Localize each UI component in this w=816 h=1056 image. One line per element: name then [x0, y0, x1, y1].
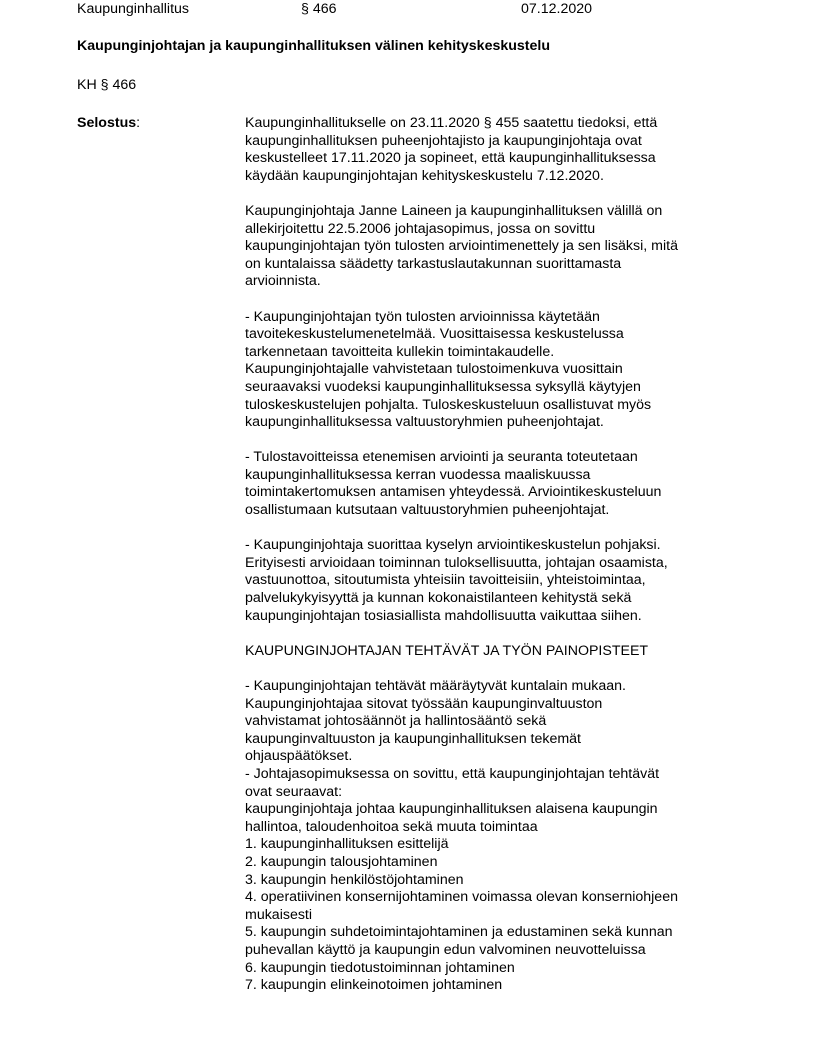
paragraph-gap: [245, 625, 785, 643]
body-text-line: tuloskeskustelujen pohjalta. Tuloskeskusteluun osallistuvat myös: [245, 396, 652, 413]
body-text-line: keskustelleet 17.11.2020 ja sopineet, että kaupunginhallituksessa: [245, 150, 656, 167]
body-text-line: palvelukykyisyyttä ja kunnan kokonaistilanteen kehitystä sekä: [245, 590, 632, 607]
body-text-line: Kaupunginjohtajalle vahvistetaan tulostoimenkuva vuosittain: [245, 361, 623, 378]
body-text-line: ohjauspäätökset.: [245, 748, 353, 765]
body-text-line: Erityisesti arvioidaan toiminnan tuloksellisuutta, johtajan osaamista,: [245, 554, 668, 571]
header-date: 07.12.2020: [521, 1, 593, 17]
selostus-body: [245, 115, 785, 995]
paragraph-gap: [245, 432, 785, 450]
body-text-line: KAUPUNGINJOHTAJAN TEHTÄVÄT JA TYÖN PAINOPISTEET: [245, 642, 649, 659]
body-text-line: on kuntalaissa säädetty tarkastuslautakunnan suorittamasta: [245, 255, 622, 272]
paragraph-gap: [245, 520, 785, 538]
body-text-line: arvioinnista.: [245, 273, 321, 290]
body-text-line: toimintakertomuksen antamisen yhteydessä. Arviointikeskusteluun: [245, 484, 662, 501]
body-text-line: tavoitekeskustelumenetelmää. Vuosittaisessa keskustelussa: [245, 326, 624, 343]
body-text-line: kaupunginjohtajan työn tulosten arviointimenettely ja sen lisäksi, mitä: [245, 238, 678, 255]
body-text-line: - Kaupunginjohtajan työn tulosten arvioinnissa käytetään: [245, 308, 600, 325]
body-text-line: 7. kaupungin elinkeinotoimen johtaminen: [245, 977, 503, 994]
body-text-line: kaupunginhallituksen puheenjohtajisto ja kaupunginjohtaja ovat: [245, 132, 642, 149]
body-text-line: - Kaupunginjohtaja suorittaa kyselyn arviointikeskustelun pohjaksi.: [245, 537, 661, 554]
body-text-line: kaupunginhallituksessa valtuustoryhmien puheenjohtajat.: [245, 414, 604, 431]
body-text-line: osallistumaan kutsutaan valtuustoryhmien puheenjohtajat.: [245, 502, 610, 519]
selostus-label-colon: :: [136, 115, 141, 131]
body-text-line: - Johtajasopimuksessa on sovittu, että kaupunginjohtajan tehtävät: [245, 765, 660, 782]
body-text-line: vastuunottoa, sitoutumista yhteisiin tavoitteisiin, yhteistoimintaa,: [245, 572, 646, 589]
body-text-line: 6. kaupungin tiedotustoiminnan johtaminen: [245, 959, 515, 976]
header-organization: Kaupunginhallitus: [77, 1, 190, 17]
body-text-line: vahvistamat johtosäännöt ja hallintosääntö sekä: [245, 713, 547, 730]
body-text-line: kaupunginvaltuuston ja kaupunginhallituksen tekemät: [245, 730, 582, 747]
selostus-label: [77, 115, 140, 131]
body-text-line: Kaupunginhallitukselle on 23.11.2020 § 455 saatettu tiedoksi, että: [245, 115, 658, 131]
body-text-line: 4. operatiivinen konsernijohtaminen voimassa olevan konserniohjeen: [245, 889, 678, 906]
body-text-line: Kaupunginjohtajaa sitovat työssään kaupunginvaltuuston: [245, 695, 603, 712]
selostus-label-text: Selostus: [77, 115, 137, 131]
body-text-line: 3. kaupungin henkilöstöjohtaminen: [245, 871, 464, 888]
body-text-line: kaupunginjohtaja johtaa kaupunginhallituksen alaisena kaupungin: [245, 801, 658, 818]
body-text-line: kaupunginhallituksessa kerran vuodessa maaliskuussa: [245, 466, 591, 483]
document-title: Kaupunginjohtajan ja kaupunginhallituksen välinen kehityskeskustelu: [77, 38, 551, 54]
body-text-line: - Tulostavoitteissa etenemisen arviointi ja seuranta toteutetaan: [245, 449, 638, 466]
body-text-line: allekirjoitettu 22.5.2006 johtajasopimus, jossa on sovittu: [245, 220, 596, 237]
body-text-line: käydään kaupunginjohtajan kehityskeskustelu 7.12.2020.: [245, 167, 604, 184]
body-text-line: - Kaupunginjohtajan tehtävät määräytyvät kuntalain mukaan.: [245, 678, 626, 694]
paragraph-gap: [245, 660, 785, 678]
body-text-line: puhevallan käyttö ja kaupungin edun valvominen neuvotteluissa: [245, 941, 646, 958]
paragraph-gap: [245, 185, 785, 203]
body-text-line: hallintoa, taloudenhoitoa sekä muuta toimintaa: [245, 818, 538, 835]
body-text-line: 1. kaupunginhallituksen esittelijä: [245, 836, 449, 853]
body-text-line: 5. kaupungin suhdetoimintajohtaminen ja edustaminen sekä kunnan: [245, 924, 673, 941]
body-text-line: Kaupunginjohtaja Janne Laineen ja kaupunginhallituksen välillä on: [245, 202, 663, 219]
header-section-number: § 466: [301, 1, 337, 17]
paragraph-gap: [245, 291, 785, 309]
body-text-line: tarkennetaan tavoitteita kullekin toimintakaudelle.: [245, 343, 555, 360]
kh-reference: KH § 466: [77, 77, 137, 93]
body-text-line: mukaisesti: [245, 906, 313, 923]
body-text-line: kaupunginjohtajan tosiasiallista mahdollisuutta vaikuttaa siihen.: [245, 607, 642, 624]
body-text-line: ovat seuraavat:: [245, 783, 343, 800]
body-text-line: 2. kaupungin talousjohtaminen: [245, 853, 438, 870]
body-text-line: seuraavaksi vuodeksi kaupunginhallituksessa syksyllä käytyjen: [245, 378, 641, 395]
